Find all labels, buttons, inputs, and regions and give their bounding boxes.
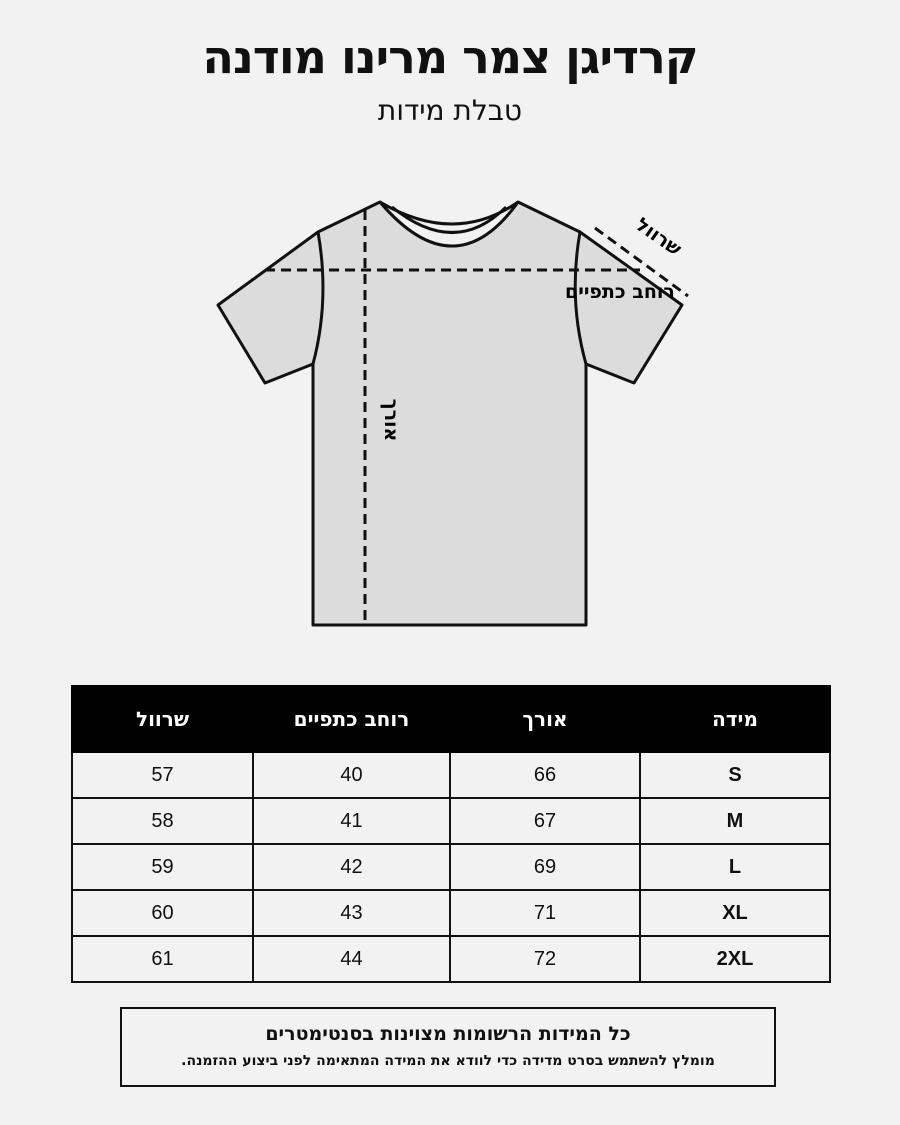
cell-sleeve: 57 <box>72 752 253 798</box>
header-length: אורך <box>450 686 640 752</box>
cell-length: 71 <box>450 890 640 936</box>
length-label: אורך <box>380 398 402 442</box>
table-header-row <box>72 686 830 752</box>
cell-sleeve: 59 <box>72 844 253 890</box>
table-row <box>72 752 830 798</box>
cell-shoulder: 42 <box>253 844 450 890</box>
cell-sleeve: 60 <box>72 890 253 936</box>
size-table <box>71 685 831 983</box>
cell-sleeve: 58 <box>72 798 253 844</box>
cell-size: 2XL <box>640 936 830 982</box>
cell-length: 67 <box>450 798 640 844</box>
sleeve-label: שרוול <box>631 213 686 261</box>
header-shoulder: רוחב כתפיים <box>253 686 450 752</box>
table-row <box>72 844 830 890</box>
header-sleeve: שרוול <box>72 686 253 752</box>
measurement-note <box>120 1007 776 1087</box>
cell-size: M <box>640 798 830 844</box>
table-row <box>72 798 830 844</box>
page-title: קרדיגן צמר מרינו מודנה <box>202 30 698 84</box>
cell-size: S <box>640 752 830 798</box>
header-size: מידה <box>640 686 830 752</box>
shoulder-label: רוחב כתפיים <box>565 281 675 303</box>
page-subtitle: טבלת מידות <box>377 94 523 127</box>
cell-size: L <box>640 844 830 890</box>
note-line-2: מומלץ להשתמש בסרט מדידה כדי לוודא את המידה המתאימה לפני ביצוע ההזמנה. <box>181 1053 715 1069</box>
cell-length: 69 <box>450 844 640 890</box>
cell-shoulder: 40 <box>253 752 450 798</box>
table-row <box>72 890 830 936</box>
cell-size: XL <box>640 890 830 936</box>
note-line-1: כל המידות הרשומות מצוינות בסנטימטרים <box>265 1023 631 1045</box>
cell-shoulder: 41 <box>253 798 450 844</box>
tshirt-outline <box>218 202 682 625</box>
table-row <box>72 936 830 982</box>
cell-length: 66 <box>450 752 640 798</box>
cell-shoulder: 43 <box>253 890 450 936</box>
cell-length: 72 <box>450 936 640 982</box>
cell-sleeve: 61 <box>72 936 253 982</box>
cell-shoulder: 44 <box>253 936 450 982</box>
